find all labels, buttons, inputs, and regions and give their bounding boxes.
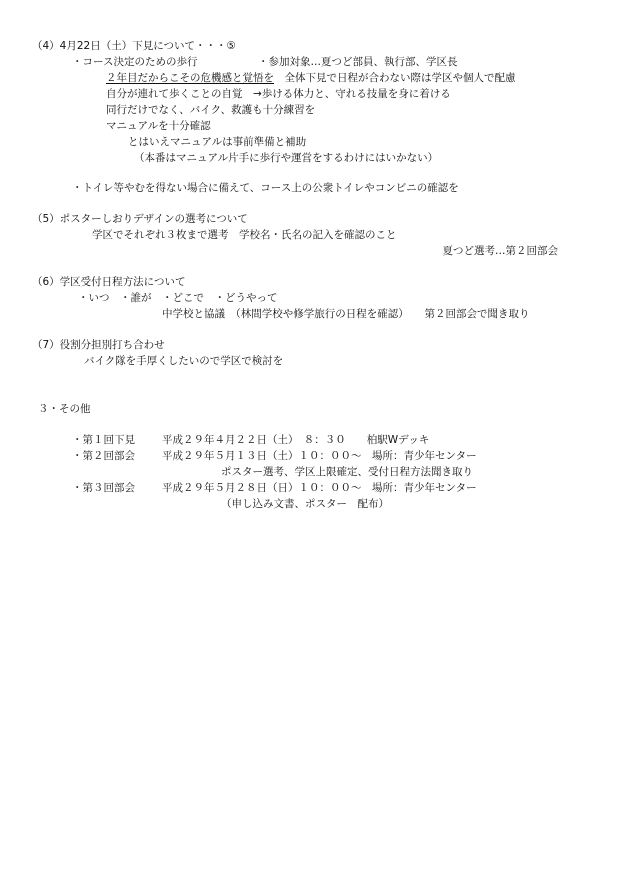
section-4-heading: （4）4月22日（土）下見について・・・⑤ bbox=[32, 40, 236, 52]
meeting-2-label: ・第２回部会 bbox=[72, 450, 135, 462]
manual-note-line-2: （本番はマニュアル片手に歩行や運営をするわけにはいかない） bbox=[134, 152, 439, 164]
manual-line: マニュアルを十分確認 bbox=[106, 120, 211, 132]
meeting-3-note: （申し込み文書、ポスター 配布） bbox=[221, 498, 389, 510]
awareness-line bbox=[106, 71, 516, 85]
section-6-heading: （6）学区受付日程方法について bbox=[32, 276, 186, 288]
participants-item: ・参加対象…夏つど部員、執行部、学区長 bbox=[258, 56, 458, 68]
practice-line: 同行だけでなく、バイク、救護も十分練習を bbox=[106, 104, 316, 116]
bike-team-line: バイク隊を手厚くしたいので学区で検討を bbox=[84, 355, 284, 367]
course-walk-item: ・コース決定のための歩行 bbox=[72, 56, 198, 68]
schedule-consult-line: 中学校と協議 （林間学校や修学旅行の日程を確認） 第２回部会で聞き取り bbox=[162, 308, 530, 320]
meeting-3-label: ・第３回部会 bbox=[72, 482, 135, 494]
awareness-rest bbox=[274, 72, 285, 84]
section-7-heading: （7）役割分担別打ち合わせ bbox=[32, 339, 165, 351]
poster-selection-note: 夏つど選考…第２回部会 bbox=[442, 245, 558, 257]
poster-selection-line: 学区でそれぞれ３枚まで選考 学校名・氏名の記入を確認のこと bbox=[92, 229, 397, 241]
meeting-3-detail: 平成２９年５月２８日（日）１０：００～ 場所：青少年センター bbox=[162, 482, 477, 494]
other-heading: ３・その他 bbox=[38, 403, 91, 415]
meeting-1-label: ・第１回下見 bbox=[72, 434, 135, 446]
awareness-rest-text: 全体下見で日程が合わない際は学区や個人で配慮 bbox=[284, 72, 516, 84]
meeting-2-note: ポスター選考、学区上限確定、受付日程方法聞き取り bbox=[221, 466, 473, 478]
meeting-1-detail: 平成２９年４月２２日（土） ８：３０ 柏駅Wデッキ bbox=[162, 434, 430, 446]
toilet-item: ・トイレ等やむを得ない場合に備えて、コース上の公衆トイレやコンビニの確認を bbox=[72, 182, 459, 194]
manual-note-line: とはいえマニュアルは事前準備と補助 bbox=[128, 136, 307, 148]
awareness-underlined: ２年目だからこその危機感と覚悟を bbox=[106, 72, 274, 84]
self-awareness-line: 自分が連れて歩くことの自覚 →歩ける体力と、守れる技量を身に着ける bbox=[106, 88, 451, 100]
section-5-heading: （5）ポスターしおりデザインの選考について bbox=[32, 213, 248, 225]
meeting-2-detail: 平成２９年５月１３日（土）１０：００～ 場所：青少年センター bbox=[162, 450, 477, 462]
who-when-where-line: ・いつ ・誰が ・どこで ・どうやって bbox=[78, 292, 278, 304]
